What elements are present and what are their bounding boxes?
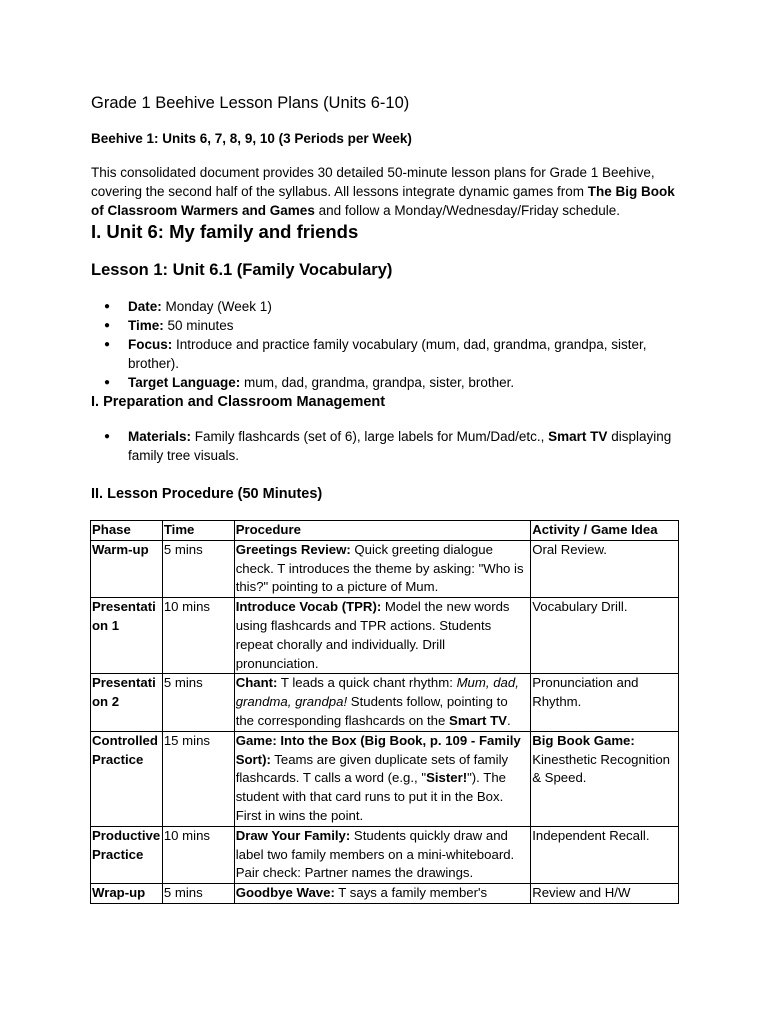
- materials-tail: displaying family tree visuals.: [128, 429, 672, 463]
- procedure-cell: [234, 598, 531, 674]
- section-preparation-heading: I. Preparation and Classroom Management: [91, 394, 386, 410]
- procedure-text: T says a family member's: [334, 885, 488, 901]
- procedure-called-word: Sister!: [426, 770, 468, 786]
- header-activity: Activity / Game Idea: [531, 521, 679, 541]
- materials-list: [104, 427, 684, 465]
- activity-cell: Independent Recall.: [531, 826, 679, 883]
- intro-paragraph: [91, 163, 691, 220]
- table-row: [91, 598, 679, 674]
- procedure-cell: [234, 674, 531, 731]
- procedure-text-3: .: [506, 712, 511, 728]
- procedure-cell: [234, 540, 531, 597]
- procedure-smart-tv: Smart TV: [449, 712, 507, 728]
- materials-item: [104, 427, 684, 465]
- phase-cell: Productive Practice: [91, 826, 163, 883]
- table-row: [91, 826, 679, 883]
- unit-heading: I. Unit 6: My family and friends: [91, 221, 359, 242]
- phase-cell: Wrap-up: [91, 884, 163, 904]
- materials-text: Family flashcards (set of 6), large labels for Mum/Dad/etc.,: [191, 429, 549, 444]
- header-time: Time: [162, 521, 234, 541]
- meta-date-value: Monday (Week 1): [161, 299, 272, 314]
- meta-date-label: Date:: [128, 299, 162, 314]
- phase-cell: Presentation 2: [91, 674, 163, 731]
- materials-label: Materials:: [128, 429, 192, 444]
- intro-part2: and follow a Monday/Wednesday/Friday schedule.: [314, 203, 621, 218]
- header-procedure: Procedure: [234, 521, 531, 541]
- meta-target-value: mum, dad, grandma, grandpa, sister, brother.: [240, 375, 515, 390]
- procedure-title: Game: Into the Box (Big Book, p. 109 - Family Sort):: [235, 732, 521, 767]
- lesson-heading: Lesson 1: Unit 6.1 (Family Vocabulary): [91, 261, 393, 279]
- phase-cell: Controlled Practice: [91, 731, 163, 826]
- meta-focus-label: Focus:: [128, 337, 173, 352]
- table-header-row: [91, 521, 679, 541]
- procedure-title: Draw Your Family:: [235, 827, 351, 843]
- meta-focus: [104, 335, 684, 373]
- procedure-text: Teams are given duplicate sets of family flashcards. T calls a word (e.g., ": [235, 751, 509, 786]
- time-cell: 15 mins: [162, 731, 234, 826]
- meta-time: [104, 316, 684, 335]
- activity-text: Kinesthetic Recognition & Speed.: [532, 751, 671, 786]
- activity-cell: Oral Review.: [531, 540, 679, 597]
- activity-title: Big Book Game:: [532, 732, 635, 748]
- meta-time-value: 50 minutes: [163, 318, 234, 333]
- time-cell: 5 mins: [162, 540, 234, 597]
- procedure-text: T leads a quick chant rhythm:: [277, 675, 457, 691]
- table-row: [91, 731, 679, 826]
- procedure-text-2: "). The student with that card runs to put it in the Box. First in wins the point.: [235, 770, 506, 823]
- materials-smart-tv: Smart TV: [548, 429, 608, 444]
- procedure-title: Greetings Review:: [235, 541, 351, 557]
- table-row: [91, 674, 679, 731]
- time-cell: 5 mins: [162, 674, 234, 731]
- activity-cell: [531, 731, 679, 826]
- lesson-meta-list: [104, 297, 684, 392]
- procedure-cell: [234, 826, 531, 883]
- time-cell: 10 mins: [162, 598, 234, 674]
- meta-date: [104, 297, 684, 316]
- intro-book-title: The Big Book of Classroom Warmers and Games: [91, 184, 675, 218]
- meta-time-label: Time:: [128, 318, 164, 333]
- procedure-text: Students quickly draw and label two family members on a mini-whiteboard. Pair check: Partner names the drawings.: [235, 827, 515, 881]
- procedure-title: Introduce Vocab (TPR):: [235, 599, 382, 615]
- procedure-text: Quick greeting dialogue check. T introduces the theme by asking: "Who is this?" pointing to a picture of Mum.: [235, 541, 524, 595]
- lesson-procedure-table: [90, 520, 679, 904]
- meta-target-language: [104, 373, 684, 392]
- table-row: [91, 540, 679, 597]
- phase-cell: Warm-up: [91, 540, 163, 597]
- phase-cell: Presentation 1: [91, 598, 163, 674]
- intro-part1: This consolidated document provides 30 detailed 50-minute lesson plans for Grade 1 Beehive, covering the second half of the syllabus. All lessons integrate dynamic games from: [91, 165, 655, 199]
- meta-focus-value: Introduce and practice family vocabulary (mum, dad, grandma, grandpa, sister, brother).: [128, 337, 647, 371]
- time-cell: 10 mins: [162, 826, 234, 883]
- document-subtitle: Beehive 1: Units 6, 7, 8, 9, 10 (3 Periods per Week): [91, 131, 412, 146]
- procedure-chant: Mum, dad, grandma, grandpa!: [235, 675, 519, 710]
- activity-cell: Pronunciation and Rhythm.: [531, 674, 679, 731]
- table-row: [91, 884, 679, 904]
- activity-cell: Vocabulary Drill.: [531, 598, 679, 674]
- procedure-cell: [234, 884, 531, 904]
- procedure-text: Model the new words using flashcards and TPR actions. Students repeat chorally and individually. Drill pronunciation.: [235, 599, 510, 671]
- procedure-cell: [234, 731, 531, 826]
- header-phase: Phase: [91, 521, 163, 541]
- meta-target-label: Target Language:: [128, 375, 241, 390]
- procedure-title: Chant:: [235, 675, 278, 691]
- section-procedure-heading: II. Lesson Procedure (50 Minutes): [91, 486, 323, 502]
- time-cell: 5 mins: [162, 884, 234, 904]
- activity-cell: Review and H/W: [531, 884, 679, 904]
- document-title: Grade 1 Beehive Lesson Plans (Units 6-10): [91, 94, 410, 112]
- procedure-title: Goodbye Wave:: [235, 885, 335, 901]
- procedure-text-2: Students follow, pointing to the corresponding flashcards on the: [235, 694, 508, 728]
